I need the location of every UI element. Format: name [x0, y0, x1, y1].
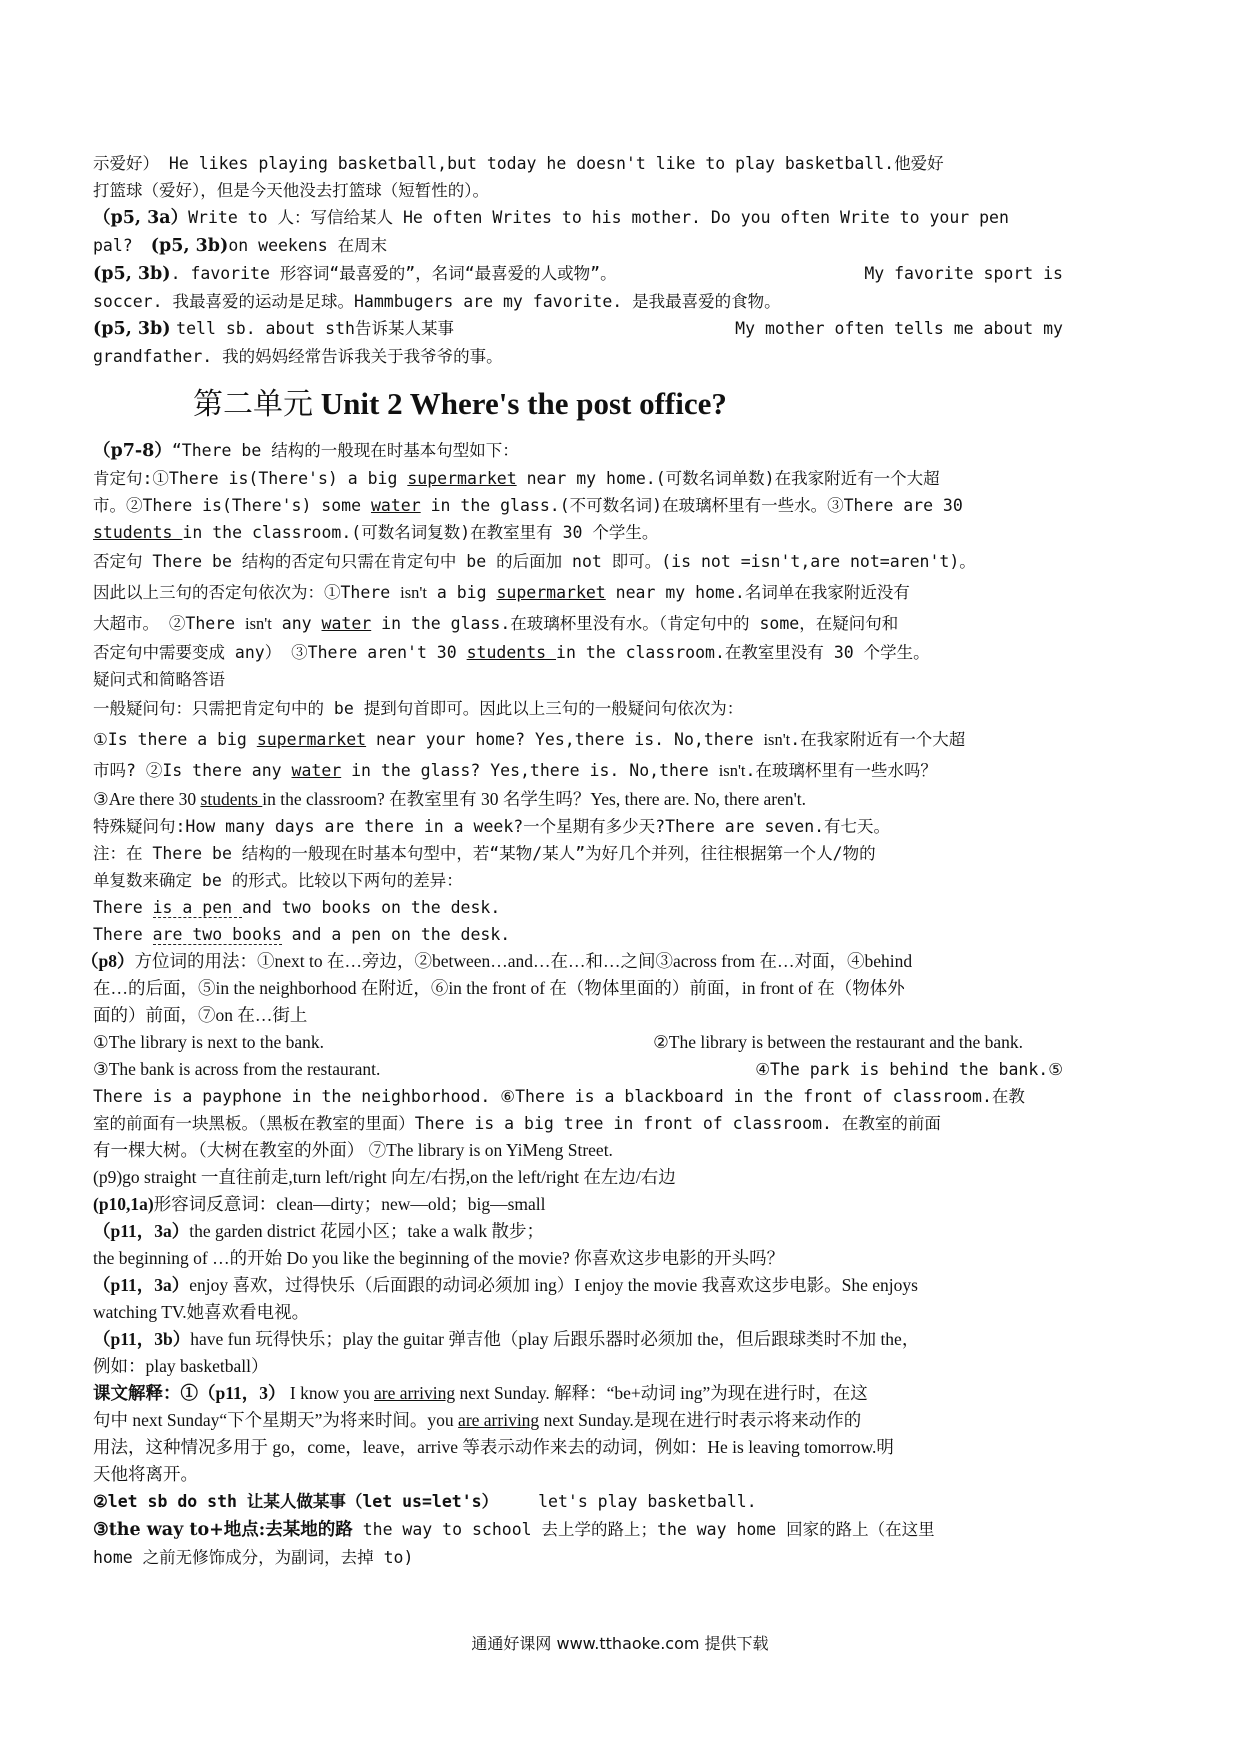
text-line	[93, 204, 1063, 232]
text-span: ③The bank is across from the restaurant.	[93, 1059, 381, 1079]
text-span: .在我家附近有一个大超	[790, 730, 966, 749]
text-line	[93, 232, 1063, 260]
text-line: 否定句 There be 结构的否定句只需在肯定句中 be 的后面加 not 即可。(is not =isn't,are not=aren't)。	[93, 552, 976, 571]
text-span: tell sb. about sth告诉某人某事	[176, 319, 454, 338]
text-line: 打篮球（爱好），但是今天他没去打篮球（短暂性的）。	[93, 181, 489, 200]
page-reference: （p11，3a）	[93, 1221, 190, 1241]
text-span: enjoy 喜欢，过得快乐（后面跟的动词必须加 ing）I enjoy the movie 我喜欢这步电影。She enjoys	[189, 1275, 918, 1295]
text-span: let's play basketball.	[538, 1492, 757, 1511]
text-span: ②The library is between the restaurant and the bank.	[653, 1032, 1023, 1052]
text-line	[81, 948, 1063, 975]
text-line	[93, 755, 1063, 786]
text-span: in the classroom.在教室里没有 30 个学生。	[556, 643, 930, 662]
text-line: soccer. 我最喜爱的运动是足球。Hammbugers are my favorite. 是我最喜爱的食物。	[93, 292, 781, 311]
page-reference: （p5, 3a）	[93, 208, 189, 228]
text-span: near my home.(可数名词单数)在我家附近有一个大超	[516, 469, 940, 488]
text-line: 特殊疑问句:How many days are there in a week?一个星期有多少天?There are seven.有七天。	[93, 817, 891, 836]
text-span: There	[93, 925, 153, 944]
page-reference: （p7-8）	[93, 441, 172, 461]
page-reference: (p5, 3b)	[150, 236, 229, 256]
page-reference: (p10,1a)	[93, 1194, 154, 1214]
text-line	[93, 492, 1063, 519]
page-reference: (p5, 3b)	[93, 264, 171, 284]
text-span: 市吗? ②Is there any	[93, 761, 292, 780]
underlined-word: supermarket	[407, 469, 517, 488]
text-line	[93, 1516, 1063, 1544]
underlined-word: are arriving	[458, 1410, 540, 1430]
text-span: 市。②There is(There's) some	[93, 496, 371, 515]
text-span: in the glass.在玻璃杯里没有水。（肯定句中的 some，在疑问句和	[371, 614, 899, 633]
text-line: (p9)go straight 一直往前走,turn left/right 向左/右拐,on the left/right 在左边/右边	[93, 1167, 676, 1187]
underlined-word: students	[93, 523, 183, 542]
text-span: My favorite sport is	[864, 264, 1063, 283]
text-span: .在玻璃杯里有一些水吗？	[745, 761, 937, 780]
text-line: 在…的后面，⑤in the neighborhood 在附近，⑥in the front of 在（物体里面的）前面，in front of 在（物体外	[93, 978, 905, 998]
text-span: I know you	[285, 1383, 374, 1403]
text-span: 因此以上三句的否定句依次为：①There	[93, 583, 401, 602]
text-span: . favorite 形容词“最喜爱的”，名词“最喜爱的人或物”。	[170, 264, 617, 283]
text-line: 用法，这种情况多用于 go，come，leave，arrive 等表示动作来去的动词，例如：He is leaving tomorrow.明	[93, 1437, 894, 1457]
underlined-word: water	[321, 614, 372, 633]
unit-heading	[193, 382, 1063, 427]
text-line	[93, 1218, 1063, 1245]
text-line	[93, 894, 1063, 921]
text-span: ①Is there a big	[93, 730, 257, 749]
text-span: 肯定句:①There is(There's) a big	[93, 469, 408, 488]
text-span: Write to 人：写信给某人 He often Writes to his mother. Do you often Write to your pen	[188, 208, 1009, 227]
text-line	[93, 1191, 1063, 1218]
underlined-word: students	[200, 789, 263, 809]
underlined-word: water	[370, 496, 421, 515]
text-line	[93, 1326, 1063, 1353]
underlined-word: students	[466, 643, 557, 662]
text-span: in the classroom? 在教室里有 30 名学生吗？Yes, there are. No, there aren't.	[262, 789, 807, 809]
text-span: ①The library is next to the bank.	[93, 1032, 324, 1052]
text-span: My mother often tells me about my	[735, 319, 1063, 338]
underlined-word: supermarket	[496, 583, 606, 602]
text-line: 例如：play basketball）	[93, 1356, 269, 1376]
text-line	[93, 786, 1063, 813]
text-line: 面的）前面，⑦on 在…街上	[93, 1005, 308, 1025]
unit-heading-cn: 第二单元	[193, 387, 313, 422]
text-span: There	[93, 898, 153, 917]
text-span: isn't	[245, 614, 272, 633]
text-span: next Sunday.是现在进行时表示将来动作的	[539, 1410, 862, 1430]
unit-heading-en: Unit 2 Where's the post office?	[320, 386, 727, 421]
text-span: on weekens 在周末	[228, 236, 388, 255]
page-reference: （p8）	[81, 951, 135, 971]
text-line	[93, 315, 1063, 343]
text-span: in the classroom.(可数名词复数)在教室里有 30 个学生。	[182, 523, 659, 542]
text-line: the beginning of …的开始 Do you like the beginning of the movie? 你喜欢这步电影的开头吗？	[93, 1248, 785, 1268]
text-line: home 之前无修饰成分，为副词，去掉 to)	[93, 1548, 414, 1567]
text-span: ④The park is behind the bank.⑤	[755, 1060, 1063, 1079]
underlined-word: water	[291, 761, 342, 780]
text-span: isn't	[763, 730, 791, 749]
page-reference: （p11，3b）	[93, 1329, 191, 1349]
text-span: isn't	[400, 583, 427, 602]
text-span: near my home.名词单在我家附近没有	[605, 583, 910, 602]
text-span: the garden district 花园小区；take a walk 散步；	[189, 1221, 545, 1241]
text-line: watching TV.她喜欢看电视。	[93, 1302, 310, 1322]
text-line	[93, 577, 1063, 608]
text-line	[93, 437, 1063, 465]
text-line	[93, 260, 1063, 288]
text-span: in the glass? Yes,there is. No,there	[341, 761, 719, 780]
underlined-word: are arriving	[374, 1383, 456, 1403]
text-span: “There be 结构的一般现在时基本句型如下：	[171, 441, 519, 460]
text-explanation-label: 课文解释：①（p11，3）	[93, 1383, 286, 1403]
text-line: 室的前面有一块黑板。（黑板在教室的里面）There is a big tree in front of classroom. 在教室的前面	[93, 1114, 941, 1133]
text-span: near your home? Yes,there is. No,there	[366, 730, 764, 749]
text-span: have fun 玩得快乐；play the guitar 弹吉他（play 后跟乐器时必须加 the，但后跟球类时不加 the，	[190, 1329, 920, 1349]
text-line: 示爱好） He likes playing basketball,but today he doesn't like to play basketball.他爱好	[93, 154, 944, 173]
text-line	[93, 1056, 1063, 1083]
text-line	[93, 519, 1063, 546]
dashed-underlined-phrase: are two books	[152, 925, 282, 944]
text-span: and two books on the desk.	[242, 898, 501, 917]
grammar-point: ③the way to+地点:去某地的路	[93, 1520, 353, 1540]
text-span: 方位词的用法：①next to 在…旁边，②between…and…在…和…之间③across from 在…对面，④behind	[134, 951, 913, 971]
page-footer: 通通好课网 www.tthaoke.com 提供下载	[471, 1634, 769, 1653]
text-span: 大超市。 ②There	[93, 614, 246, 633]
text-line	[93, 1407, 1063, 1434]
text-span: a big	[426, 583, 497, 602]
text-line	[93, 724, 1063, 755]
text-line: 一般疑问句：只需把肯定句中的 be 提到句首即可。因此以上三句的一般疑问句依次为：	[93, 699, 744, 718]
text-span: and a pen on the desk.	[281, 925, 511, 944]
text-span: ③Are there 30	[93, 789, 201, 809]
text-span: next Sunday. 解释：“be+动词 ing”为现在进行时，在这	[455, 1383, 868, 1403]
text-line: 注：在 There be 结构的一般现在时基本句型中，若“某物/某人”为好几个并列，往往根据第一个人/物的	[93, 844, 876, 863]
text-span: any	[271, 614, 322, 633]
text-span: the way to school 去上学的路上；the way home 回家的路上（在这里	[352, 1520, 935, 1539]
text-span: in the glass.(不可数名词)在玻璃杯里有一些水。③There are 30	[420, 496, 963, 515]
text-line	[93, 639, 1063, 666]
underlined-word: supermarket	[256, 730, 367, 749]
text-line: There is a payphone in the neighborhood. ⑥There is a blackboard in the front of classroom.在教	[93, 1087, 1025, 1106]
grammar-point: ②let sb do sth 让某人做某事（let us=let's）	[93, 1492, 499, 1511]
text-line	[93, 1272, 1063, 1299]
text-span: isn't	[718, 761, 746, 780]
text-span: 句中 next Sunday“下个星期天”为将来时间。you	[93, 1410, 459, 1430]
dashed-underlined-phrase: is a pen	[152, 898, 243, 917]
text-line	[93, 608, 1063, 639]
text-line	[93, 1029, 1063, 1056]
text-line	[93, 921, 1063, 948]
text-span: pal?	[93, 236, 133, 255]
page-reference: (p5, 3b)	[93, 319, 171, 339]
text-line: 疑问式和简略答语	[93, 670, 225, 689]
text-line: grandfather. 我的妈妈经常告诉我关于我爷爷的事。	[93, 347, 503, 366]
text-line: 有一棵大树。（大树在教室的外面） ⑦The library is on YiMeng Street.	[93, 1140, 613, 1160]
page-reference: （p11，3a）	[93, 1275, 190, 1295]
page-content	[81, 150, 1063, 1571]
text-line: 单复数来确定 be 的形式。比较以下两句的差异：	[93, 871, 463, 890]
text-line	[93, 1380, 1063, 1407]
text-line: 天他将离开。	[93, 1464, 198, 1484]
text-span: 否定句中需要变成 any） ③There aren't 30	[93, 643, 467, 662]
text-line	[93, 465, 1063, 492]
text-line	[93, 1488, 1063, 1516]
text-span: 形容词反意词：clean—dirty；new—old；big—small	[153, 1194, 546, 1214]
